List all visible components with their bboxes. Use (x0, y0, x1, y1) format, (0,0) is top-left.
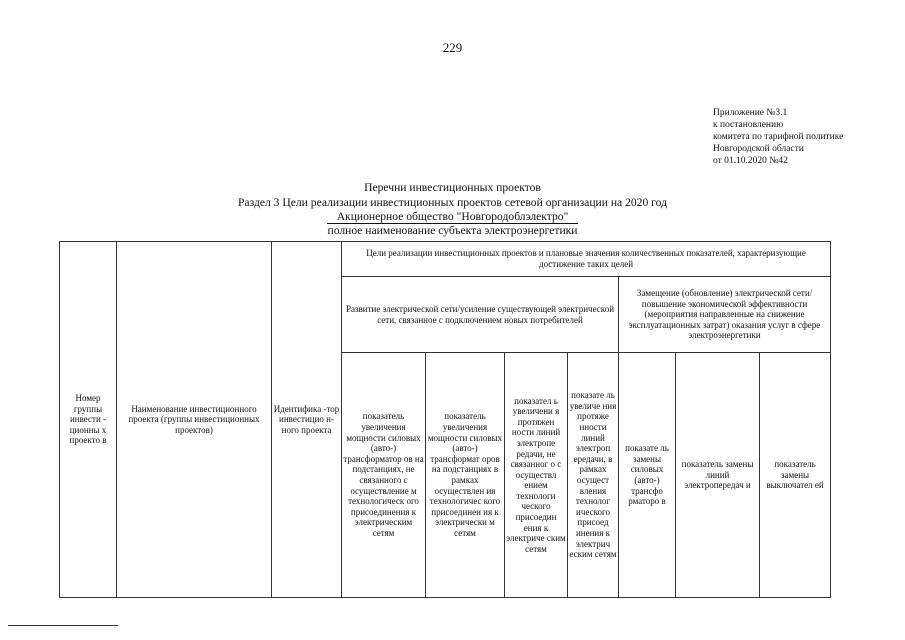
indicator-line-length-non-connection: показател ь увеличени я протяжен ности линий электропе редачи, не связанног о с осуществл ением технологи ческого присоедин ения к электриче ским сетям (505, 353, 568, 598)
indicator-transformer-capacity-connection: показатель увеличения мощности силовых (авто-) трансформат оров на подстанциях в рамках осуществлен ия технологичес кого присоединен ия к электрически м сетям (426, 353, 505, 598)
indicator-transformer-capacity-non-connection: показатель увеличения мощности силовых (авто-) трансформатор ов на подстанциях, не связанного с осуществление м технологическ ого присоединения к электрическим сетям (342, 353, 426, 598)
page-number: 229 (442, 40, 463, 55)
header-project-id: Идентифика -тор инвестицио н-ного проекта (272, 242, 342, 598)
indicator-transformer-replacement: показате ль замены силовых (авто-) трансфо рматоро в (619, 353, 676, 598)
annex-line: Новгородской области (713, 144, 804, 154)
indicator-switch-replacement: показатель замены выключател ей (760, 353, 831, 598)
header-project-name: Наименование инвестиционного проекта (группы инвестиционных проектов) (117, 242, 272, 598)
annex-block (713, 107, 843, 167)
investment-goals-table (59, 241, 831, 598)
indicator-line-length-connection: показате ль увеличе ния протяже нности линий электроп ередачи, в рамках осущест вления технолог ического присоед инения к электрич еским сетям (568, 353, 619, 598)
footnote-separator (8, 625, 118, 626)
section-title: Раздел 3 Цели реализации инвестиционных проектов сетевой организации на 2020 год (237, 196, 667, 209)
annex-line: комитета по тарифной политике (713, 132, 844, 142)
indicator-line-replacement: показатель замены линий электропередач и (676, 353, 760, 598)
annex-line: к постановлению (713, 120, 784, 130)
organization-name: Акционерное общество "Новгородоблэлектро" (336, 210, 569, 223)
annex-line: от 01.10.2020 №42 (713, 156, 788, 166)
header-group-number: Номер группы инвести - ционны х проекто в (60, 242, 117, 598)
annex-line: Приложение №3.1 (713, 108, 788, 118)
header-group-replacement: Замещение (обновление) электрической сети/повышение экономической эффективности (мероприятия направленные на снижение эксплуатационных затрат) оказания услуг в сфере электроэнергетики (619, 277, 831, 353)
header-goals: Цели реализации инвестиционных проектов и плановые значения количественных показателей, характеризующие достижение таких целей (342, 242, 831, 277)
document-title: Перечни инвестиционных проектов (364, 181, 541, 194)
organization-caption-text: полное наименование субъекта электроэнергетики (327, 224, 578, 237)
organization-caption (0, 225, 905, 237)
header-group-development: Развитие электрической сети/усиление существующей электрической сети, связанное с подключением новых потребителей (342, 277, 619, 353)
